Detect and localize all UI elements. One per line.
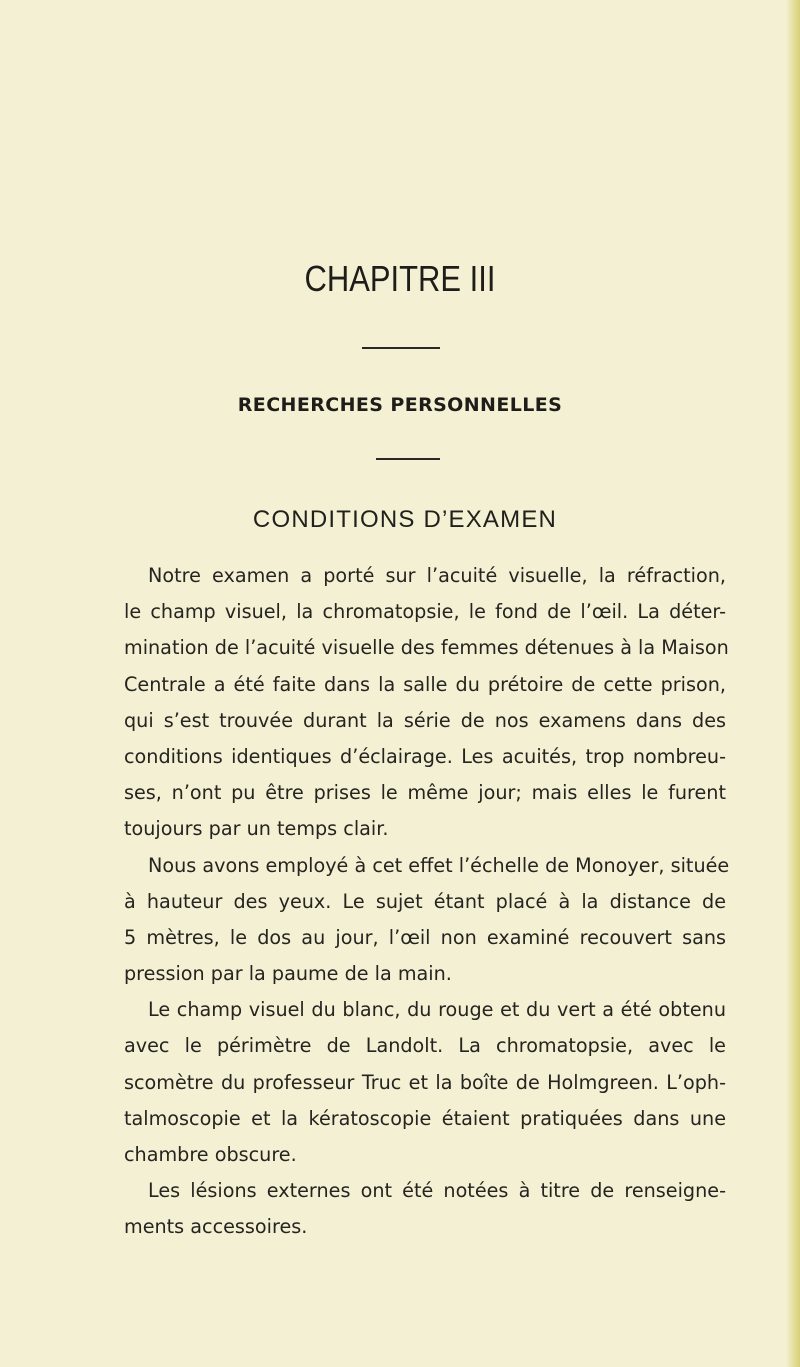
text-line: toujours par un temps clair.: [124, 817, 389, 841]
text-line: talmoscopie et la kératoscopie étaient pratiquées dans une: [124, 1106, 726, 1130]
text-line: Le champ visuel du blanc, du rouge et du vert a été obtenu: [148, 998, 726, 1022]
subsection-title: CONDITIONS D’EXAMEN: [252, 506, 558, 533]
text-line: avec le périmètre de Landolt. La chromatopsie, avec le: [124, 1034, 726, 1058]
text-line: Centrale a été faite dans la salle du prétoire de cette prison,: [124, 672, 726, 696]
page-edge: [786, 0, 800, 1367]
text-line: conditions identiques d’éclairage. Les acuités, trop nombreu-: [124, 744, 726, 768]
text-line: ses, n’ont pu être prises le même jour; mais elles le furent: [124, 781, 726, 805]
text-line: qui s’est trouvée durant la série de nos examens dans des: [124, 708, 726, 732]
text-line: scomètre du professeur Truc et la boîte de Holmgreen. L’oph-: [124, 1070, 726, 1094]
body-text: [124, 558, 730, 1246]
text-line: Notre examen a porté sur l’acuité visuelle, la réfraction,: [148, 564, 726, 587]
text-line: pression par la paume de la main.: [124, 962, 452, 986]
text-line: 5 mètres, le dos au jour, l’œil non examiné recouvert sans: [124, 925, 726, 949]
section-divider: [376, 458, 440, 460]
text-line: ments accessoires.: [124, 1215, 308, 1239]
text-line: à hauteur des yeux. Le sujet étant placé à la distance de: [124, 889, 726, 913]
chapter-title: CHAPITRE III: [304, 258, 496, 299]
text-line: Nous avons employé à cet effet l’échelle de Monoyer, située: [148, 853, 730, 877]
text-line: mination de l’acuité visuelle des femmes détenues à la Maison: [124, 636, 729, 660]
title-divider: [362, 347, 440, 349]
text-line: le champ visuel, la chromatopsie, le fond de l’œil. La déter-: [124, 600, 726, 624]
text-line: Les lésions externes ont été notées à titre de renseigne-: [148, 1179, 726, 1203]
section-title: RECHERCHES PERSONNELLES: [237, 394, 563, 416]
text-line: chambre obscure.: [124, 1143, 297, 1166]
